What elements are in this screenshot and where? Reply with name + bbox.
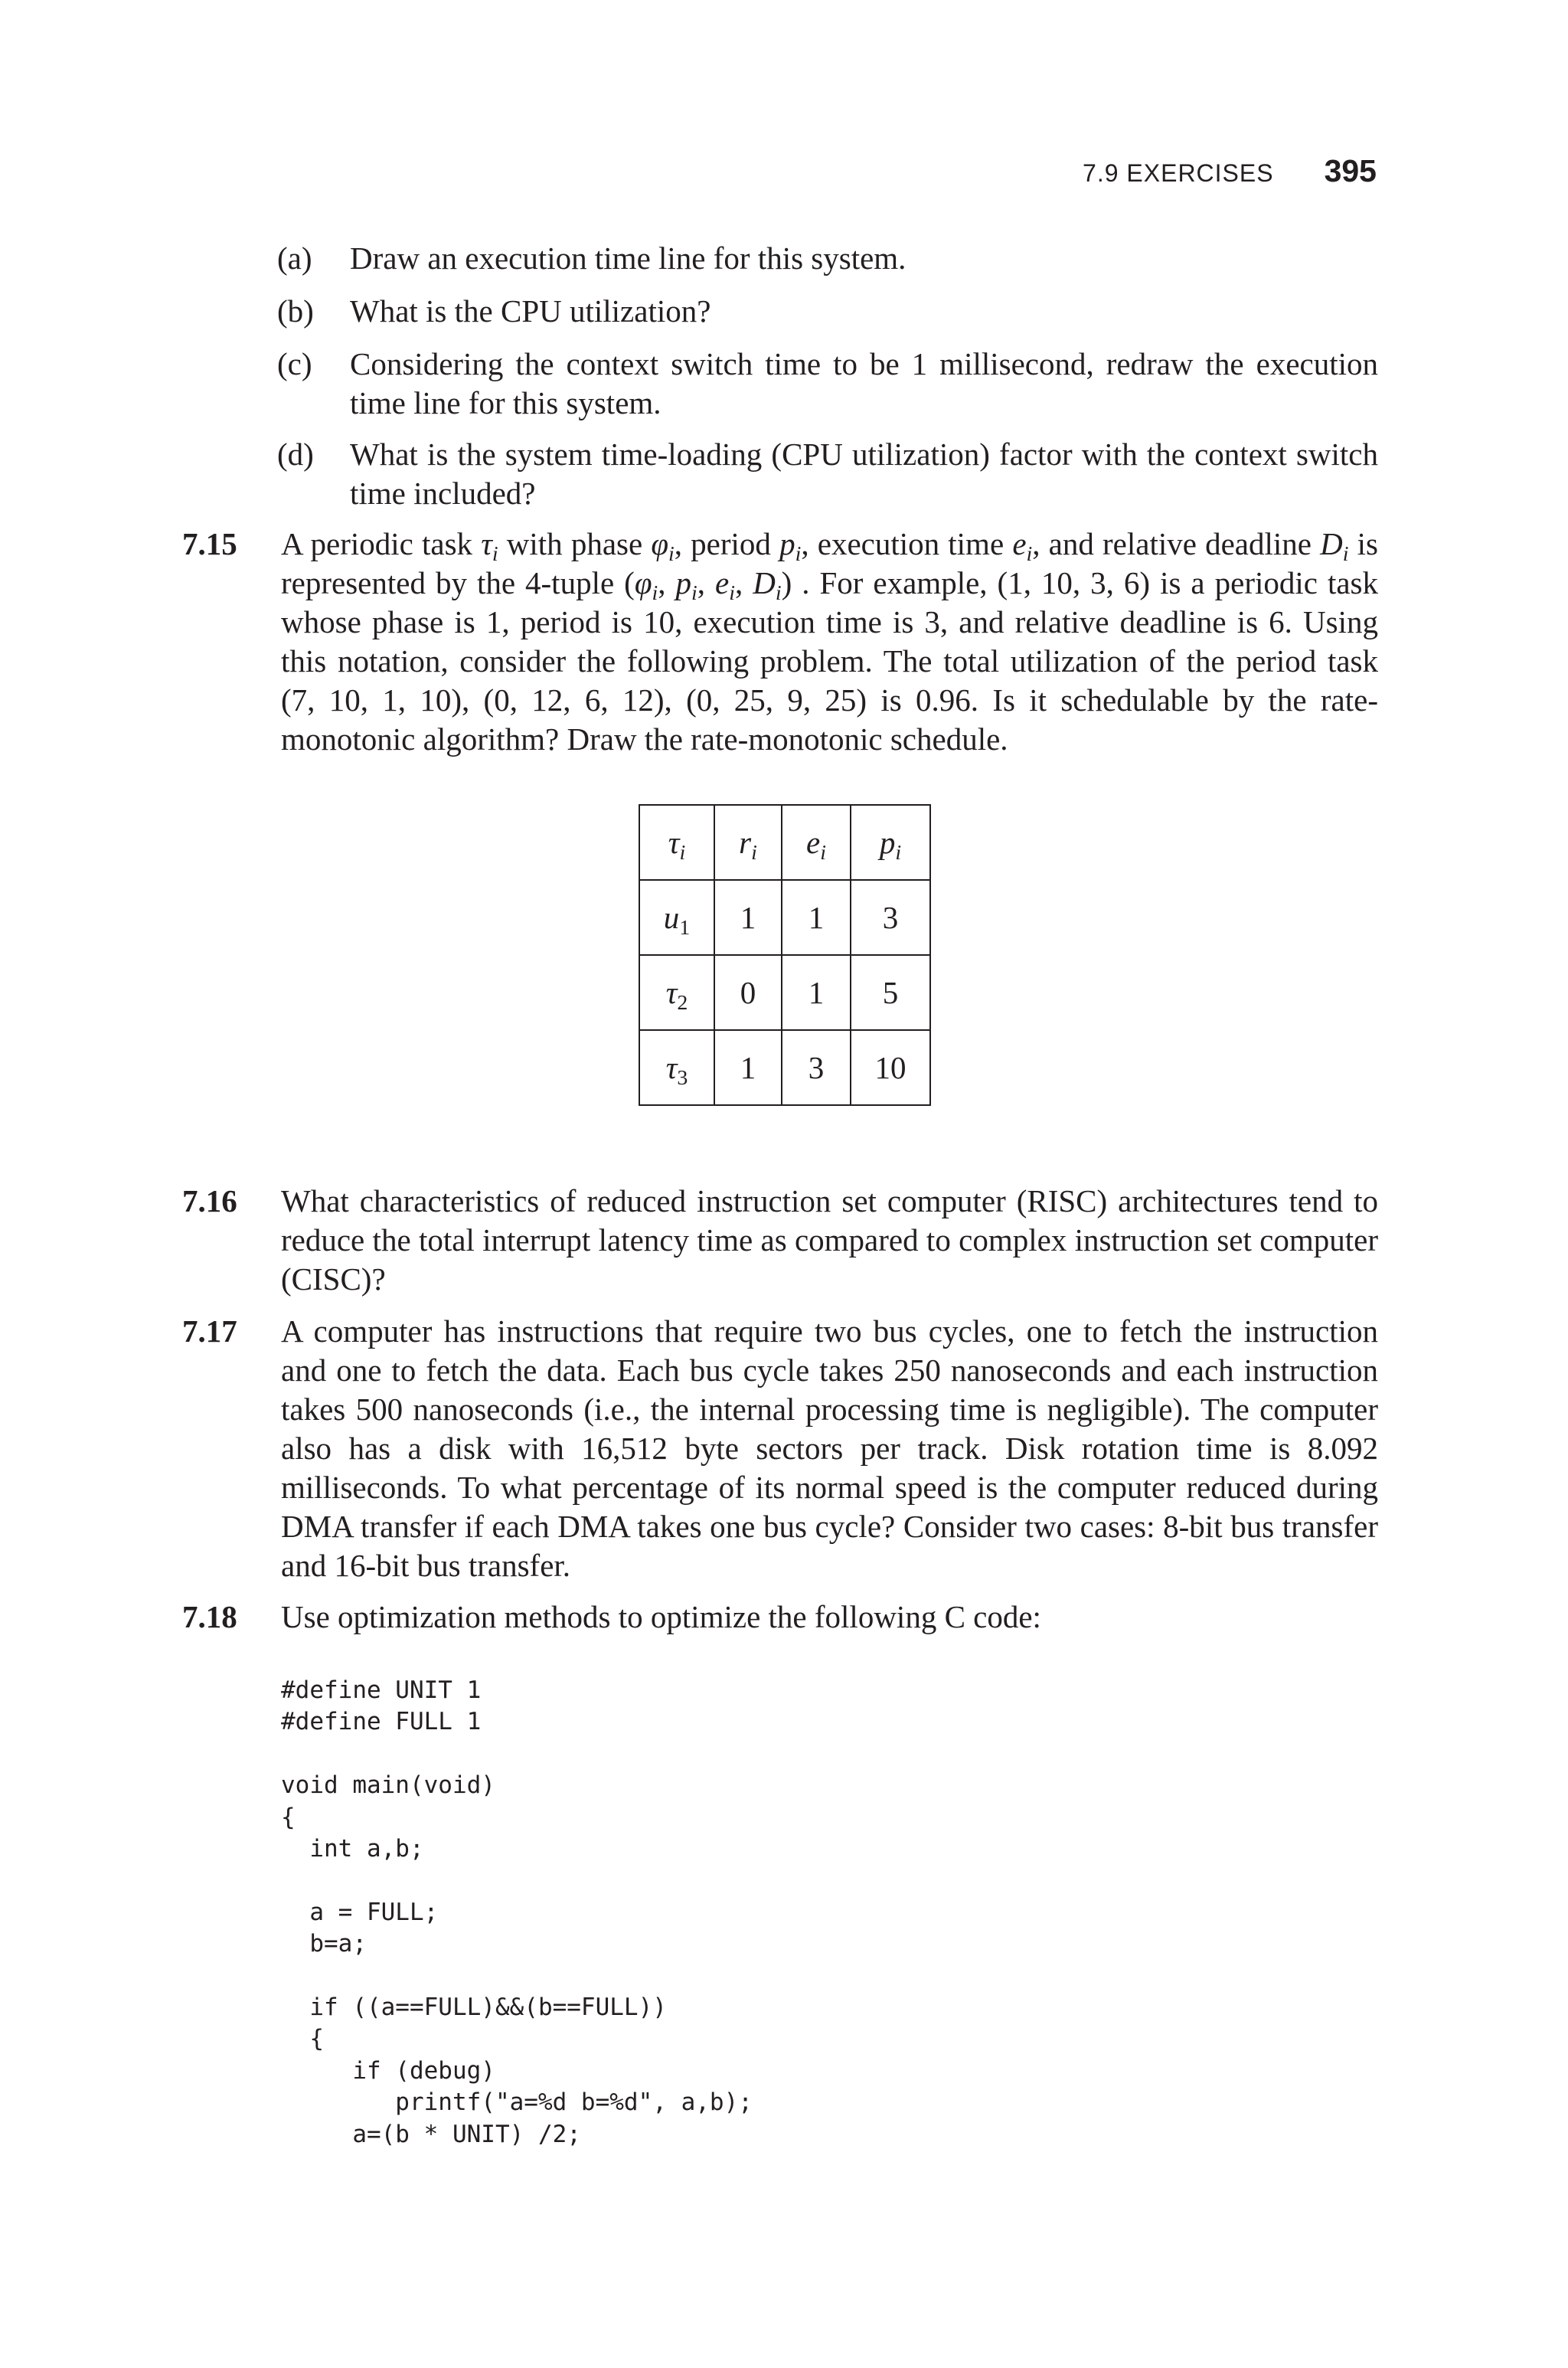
subitem-text: What is the CPU utilization? bbox=[350, 293, 711, 329]
table-cell: 1 bbox=[714, 880, 782, 955]
exercise-7-15 bbox=[182, 525, 1378, 759]
running-head bbox=[1083, 153, 1377, 189]
exercise-7-17 bbox=[182, 1312, 1378, 1585]
exercise-text: Use optimization methods to optimize the following C code: bbox=[281, 1599, 1041, 1634]
c-code-listing: #define UNIT 1 #define FULL 1 void main(void) { int a,b; a = FULL; b=a; if ((a==FULL)&&(b==FULL)) { if (debug) printf("a=%d b=%d", a,b); a=(b * UNIT) /2; bbox=[281, 1676, 753, 2148]
subitem-label: (d) bbox=[277, 437, 314, 472]
table-cell: 1 bbox=[782, 955, 851, 1030]
table-header-cell: $r_i$ bbox=[714, 805, 782, 880]
subitem-a bbox=[277, 239, 1378, 278]
table-cell: 1 bbox=[782, 880, 851, 955]
table-cell: 3 bbox=[851, 880, 930, 955]
table-cell: 0 bbox=[714, 955, 782, 1030]
exercise-number: 7.16 bbox=[182, 1183, 237, 1218]
subitem-label: (b) bbox=[277, 293, 314, 329]
section-title: 7.9 EXERCISES bbox=[1083, 159, 1274, 187]
subitem-text: Considering the context switch time to be 1 millisecond, redraw the execution time line for this system. bbox=[350, 346, 1378, 420]
table-header-cell: $p_i$ bbox=[851, 805, 930, 880]
table-header-row bbox=[639, 805, 930, 880]
exercise-7-16 bbox=[182, 1182, 1378, 1299]
table-cell-task: $\tau_2$ bbox=[639, 955, 714, 1030]
table-header-cell: $e_i$ bbox=[782, 805, 851, 880]
table-cell: 5 bbox=[851, 955, 930, 1030]
exercise-text: A periodic task $\tau_i$ with phase $\varphi_i$, period $p_i$, execution time $e_i$, and relative deadline $D_i$ is represented by the 4-tuple ($\varphi_i$, $p_i$, $e_i$, $D_i$) . For example, (1, 10, 3, 6) is a periodic task whose phase is 1, period is 10, execution time is 3, and relative deadline is 6. Using this notation, consider the following problem. The total utilization of the period task (7, 10, 1, 10), (0, 12, 6, 12), (0, 25, 9, 25) is 0.96. Is it schedulable by the rate-monotonic algorithm? Draw the rate-monotonic schedule. bbox=[281, 526, 1379, 757]
table-header-cell: $\tau_i$ bbox=[639, 805, 714, 880]
table-row bbox=[639, 1030, 930, 1105]
subitem-text: What is the system time-loading (CPU utilization) factor with the context switch time included? bbox=[350, 437, 1378, 511]
exercise-number: 7.15 bbox=[182, 526, 237, 561]
table-cell: 3 bbox=[782, 1030, 851, 1105]
table-cell-task: $u_1$ bbox=[639, 880, 714, 955]
exercise-text: A computer has instructions that require two bus cycles, one to fetch the instruction and one to fetch the data. Each bus cycle takes 250 nanoseconds and each instruction takes 500 nanoseconds (i.e., the internal processing time is negligible). The computer also has a disk with 16,512 byte sectors per track. Disk rotation time is 8.092 milliseconds. To what percentage of its normal speed is the computer reduced during DMA transfer if each DMA takes one bus cycle? Consider two cases: 8-bit bus transfer and 16-bit bus transfer. bbox=[281, 1313, 1378, 1583]
subitem-d bbox=[277, 435, 1378, 513]
exercise-number: 7.18 bbox=[182, 1599, 237, 1634]
table-cell: 1 bbox=[714, 1030, 782, 1105]
exercise-text: What characteristics of reduced instruction set computer (RISC) architectures tend to reduce the total interrupt latency time as compared to complex instruction set computer (CISC)? bbox=[281, 1183, 1378, 1297]
task-table bbox=[639, 804, 931, 1106]
subitem-label: (a) bbox=[277, 240, 312, 276]
table-cell-task: $\tau_3$ bbox=[639, 1030, 714, 1105]
table-row bbox=[639, 880, 930, 955]
subitem-label: (c) bbox=[277, 346, 312, 381]
subitem-text: Draw an execution time line for this system. bbox=[350, 240, 906, 276]
table-row bbox=[639, 955, 930, 1030]
subitem-c bbox=[277, 345, 1378, 423]
table-cell: 10 bbox=[851, 1030, 930, 1105]
subitem-b bbox=[277, 292, 1378, 331]
exercise-number: 7.17 bbox=[182, 1313, 237, 1349]
exercise-7-18 bbox=[182, 1598, 1378, 1637]
page-number: 395 bbox=[1324, 153, 1377, 188]
